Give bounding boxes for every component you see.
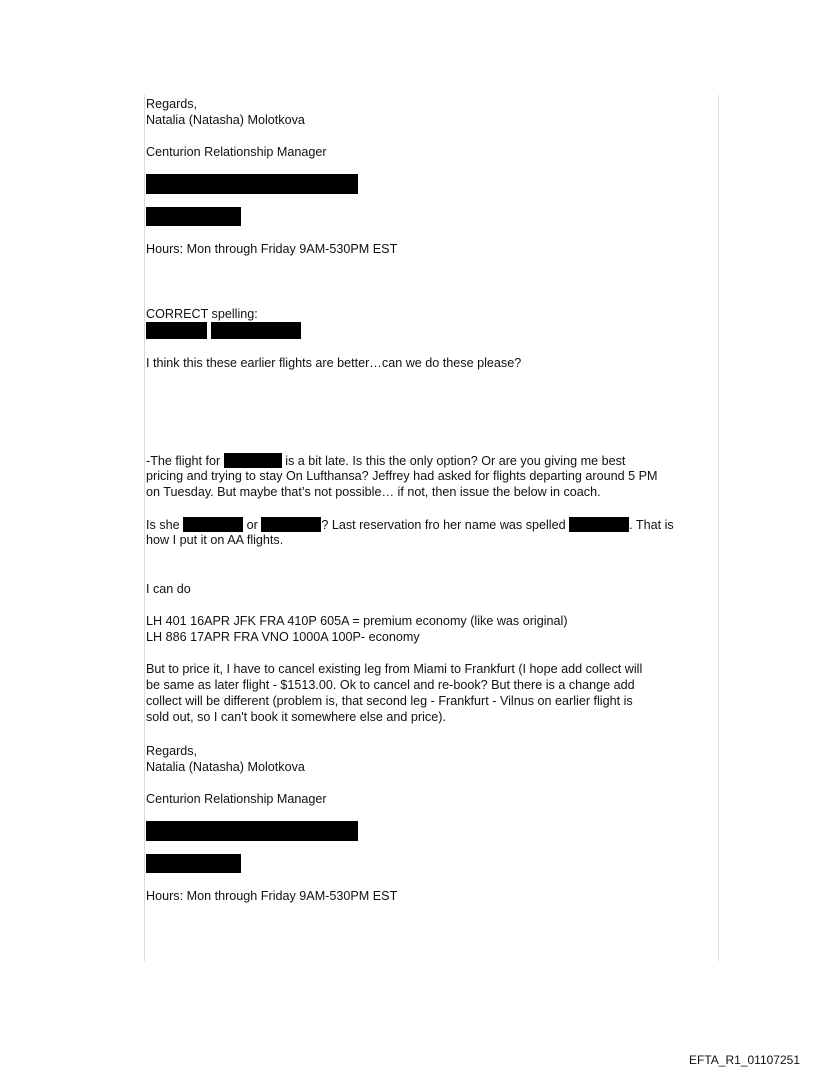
i-can-do-text: I can do xyxy=(146,582,191,596)
flight-option-2: LH 886 17APR FRA VNO 1000A 100P- economy xyxy=(146,630,420,644)
redaction-block xyxy=(224,453,282,468)
spelling-question-d: . That is xyxy=(629,518,674,532)
spelling-question-line-1 xyxy=(146,517,674,533)
late-flight-line-1-end: is a bit late. Is this the only option? Or are you giving me best xyxy=(285,454,626,468)
pricing-paragraph-line-2: be same as later flight - $1513.00. Ok to cancel and re-book? But there is a change add xyxy=(146,678,635,692)
pricing-paragraph-line-4: sold out, so I can't book it somewhere else and price). xyxy=(146,710,446,724)
redaction-block xyxy=(146,174,358,194)
spelling-question-a: Is she xyxy=(146,518,180,532)
redaction-block xyxy=(146,207,241,226)
pricing-paragraph-line-3: collect will be different (problem is, that second leg - Frankfurt - Vilnus on earlier flight is xyxy=(146,694,633,708)
document-id: EFTA_R1_01107251 xyxy=(689,1053,800,1067)
redaction-block xyxy=(211,322,301,339)
redaction-block xyxy=(146,821,358,841)
email-frame-right-border xyxy=(718,95,719,961)
redaction-block xyxy=(146,854,241,873)
correct-spelling-label: CORRECT spelling: xyxy=(146,307,258,321)
signature-title: Centurion Relationship Manager xyxy=(146,145,327,159)
spelling-question-line-2: how I put it on AA flights. xyxy=(146,533,284,547)
spelling-question-c: ? Last reservation fro her name was spelled xyxy=(321,518,566,532)
signature-hours: Hours: Mon through Friday 9AM-530PM EST xyxy=(146,889,398,903)
redaction-block xyxy=(183,517,243,532)
late-flight-line-3: on Tuesday. But maybe that’s not possible… if not, then issue the below in coach. xyxy=(146,485,601,499)
signature-name: Natalia (Natasha) Molotkova xyxy=(146,760,305,774)
late-flight-line-2: pricing and trying to stay On Lufthansa? Jeffrey had asked for flights departing around 5 PM xyxy=(146,469,658,483)
pricing-paragraph-line-1: But to price it, I have to cancel existing leg from Miami to Frankfurt (I hope add collect will xyxy=(146,662,643,676)
redaction-block xyxy=(569,517,629,532)
signature-hours: Hours: Mon through Friday 9AM-530PM EST xyxy=(146,242,398,256)
flight-option-1: LH 401 16APR JFK FRA 410P 605A = premium economy (like was original) xyxy=(146,614,568,628)
redaction-block xyxy=(261,517,321,532)
signature-name: Natalia (Natasha) Molotkova xyxy=(146,113,305,127)
signature-regards: Regards, xyxy=(146,744,198,758)
late-flight-line-1-start: -The flight for xyxy=(146,454,221,468)
signature-title: Centurion Relationship Manager xyxy=(146,792,327,806)
redaction-block xyxy=(146,322,207,339)
email-frame-left-border xyxy=(144,95,145,961)
spelling-question-b: or xyxy=(246,518,258,532)
earlier-flights-message: I think this these earlier flights are better…can we do these please? xyxy=(146,356,522,370)
late-flight-line-1 xyxy=(146,453,625,469)
signature-regards: Regards, xyxy=(146,97,198,111)
